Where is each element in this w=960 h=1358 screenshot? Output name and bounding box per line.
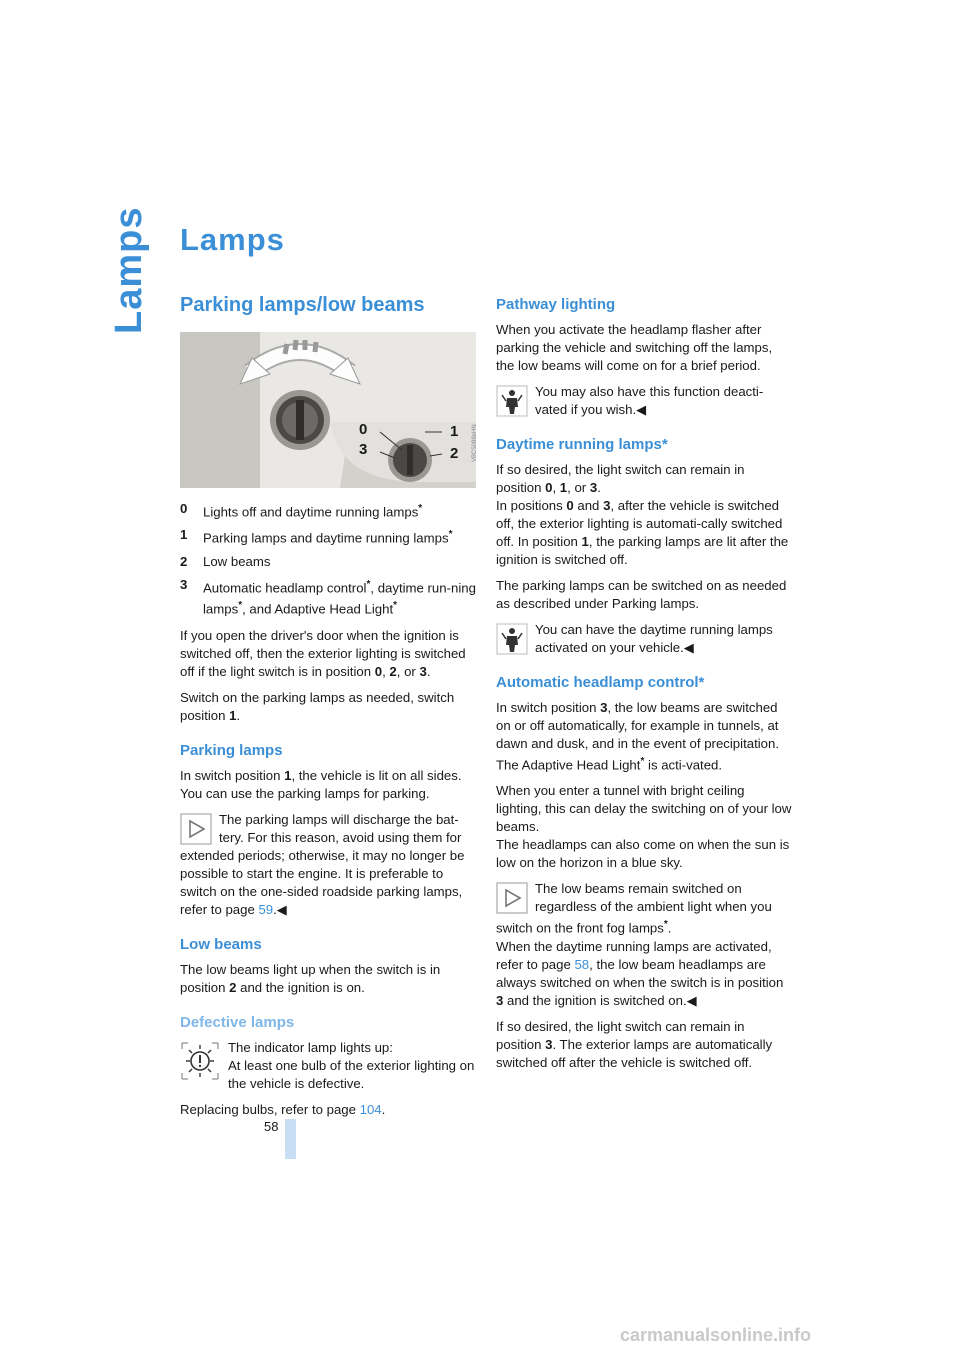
section-heading-parking-low-beams: Parking lamps/low beams	[180, 294, 425, 316]
left-column	[180, 292, 476, 1127]
caution-note: The parking lamps will discharge the bat-tery. For this reason, avoid using them for extended periods; otherwise, it may no longer be possible to start the engine. It is preferable to switch on the one-sided roadside parking lamps, refer to page 59.◀	[180, 811, 465, 917]
paragraph: The low beams light up when the switch is in position 2 and the ignition is on.	[180, 961, 441, 995]
page-title: Lamps	[180, 222, 285, 257]
paragraph: Switch on the parking lamps as needed, switch position 1.	[180, 689, 455, 723]
legend-item: 2 Low beams	[180, 553, 271, 569]
caution-triangle-icon	[496, 882, 528, 914]
paragraph: In switch position 1, the vehicle is lit on all sides. You can use the parking lamps for parking.	[180, 767, 462, 801]
indicator-line-2: At least one bulb of the exterior lighting on the vehicle is defective.	[228, 1057, 475, 1091]
paragraph: If so desired, the light switch can remain in position 3. The exterior lamps are automatically switched off after the vehicle is switched off.	[496, 1018, 773, 1070]
side-section-title: Lamps	[108, 206, 150, 334]
page-link-58[interactable]: 58	[574, 956, 590, 972]
paragraph: The parking lamps can be switched on as needed as described under Parking lamps.	[496, 578, 787, 611]
subheading-pathway-lighting: Pathway lighting	[496, 296, 616, 313]
figure-label-2: 2	[450, 445, 459, 462]
legend-item: 0 Lights off and daytime running lamps*	[180, 501, 423, 520]
right-column	[496, 292, 792, 1080]
switch-position-legend	[180, 500, 476, 619]
subheading-automatic-headlamp-control: Automatic headlamp control*	[496, 674, 705, 691]
paragraph: Replacing bulbs, refer to page 104.	[180, 1101, 386, 1117]
subheading-parking-lamps: Parking lamps	[180, 741, 283, 759]
paragraph: When you activate the headlamp flasher after parking the vehicle and switching off the lamps, the low beams will come on for a brief period.	[496, 322, 773, 373]
light-switch-figure	[180, 332, 476, 488]
figure-label-3: 3	[359, 441, 368, 458]
page-link-59[interactable]: 59	[258, 901, 274, 917]
subheading-low-beams: Low beams	[180, 935, 262, 953]
paragraph: If so desired, the light switch can remain in position 0, 1, or 3.	[496, 462, 745, 495]
paragraph: When you enter a tunnel with bright ceiling lighting, this can delay the switching on of your low beams.	[496, 783, 792, 835]
bulb-failure-warning-icon	[180, 1041, 220, 1081]
service-note: You may also have this function deacti-vated if you wish.◀	[496, 383, 792, 419]
figure-code: VBC5088eHN	[472, 424, 478, 462]
light-switch-illustration	[180, 332, 476, 488]
figure-label-0: 0	[359, 421, 368, 438]
watermark: carmanualsonline.info	[620, 1325, 812, 1345]
service-technician-icon	[496, 385, 528, 417]
page-link-104[interactable]: 104	[359, 1101, 382, 1117]
page-bar	[285, 1119, 296, 1159]
paragraph: In switch position 3, the low beams are switched on or off automatically, for example in tunnels, at dawn and dusk, and in the event of precipitation. The Adaptive Head Light* is acti-vated.	[496, 700, 779, 773]
service-technician-icon	[496, 623, 528, 655]
caution-triangle-icon	[180, 813, 212, 845]
subheading-daytime-running-lamps: Daytime running lamps*	[496, 436, 668, 453]
indicator-line-1: The indicator lamp lights up:	[228, 1039, 393, 1055]
paragraph: In positions 0 and 3, after the vehicle is switched off, the exterior lighting is automati-cally switched off. In position 1, the parking lamps are lit after the ignition is switched off.	[496, 498, 789, 567]
indicator-note	[180, 1039, 476, 1093]
figure-label-1: 1	[450, 423, 459, 440]
service-note: You can have the daytime running lamps activated on your vehicle.◀	[496, 621, 792, 657]
caution-note: The low beams remain switched on regardless of the ambient light when you switch on the front fog lamps*.	[496, 881, 772, 936]
legend-item: 3 Automatic headlamp control*, daytime run-ning lamps*, and Adaptive Head Light*	[180, 576, 476, 617]
subheading-defective-lamps: Defective lamps	[180, 1013, 295, 1031]
paragraph: The headlamps can also come on when the sun is low on the horizon in a blue sky.	[496, 837, 790, 871]
paragraph: If you open the driver's door when the ignition is switched off, then the exterior lighting is switched off if the light switch is in position 0, 2, or 3.	[180, 627, 466, 679]
paragraph: When the daytime running lamps are activated, refer to page 58, the low beam headlamps are always switched on when the switch is in position 3 and the ignition is switched on.◀	[496, 938, 784, 1008]
legend-item: 1 Parking lamps and daytime running lamps*	[180, 527, 453, 546]
page-number: 58	[264, 1119, 279, 1134]
